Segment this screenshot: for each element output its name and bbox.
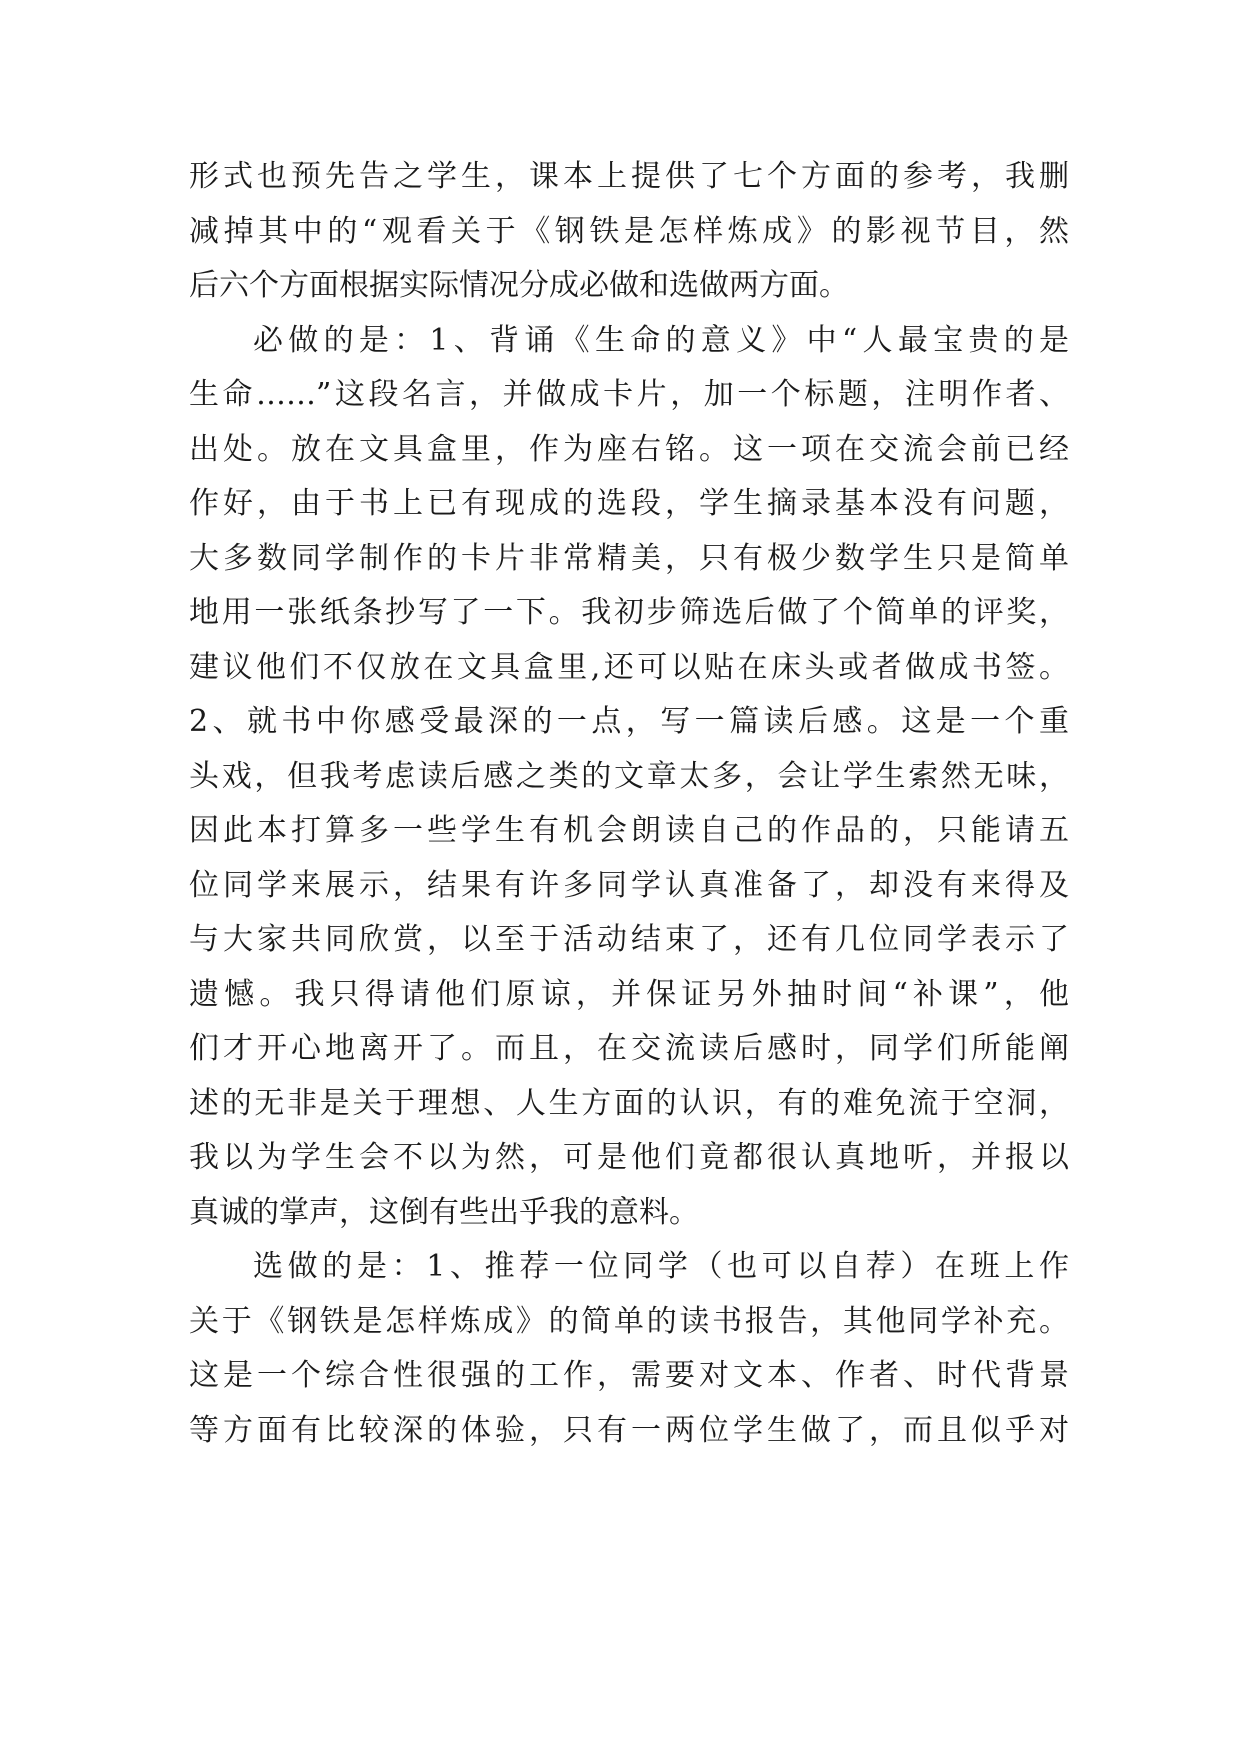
text-line: 建议他们不仅放在文具盒里,还可以贴在床头或者做成书签。 [189,649,1069,685]
text-line: 头戏，但我考虑读后感之类的文章太多，会让学生索然无味， [189,758,1069,794]
text-line: 我以为学生会不以为然，可是他们竟都很认真地听，并报以 [189,1140,1069,1175]
text-line: 等方面有比较深的体验，只有一两位学生做了，而且似乎对 [189,1412,1069,1448]
text-line: 与大家共同欣赏，以至于活动结束了，还有几位同学表示了 [189,922,1069,957]
text-line: 因此本打算多一些学生有机会朗读自己的作品的，只能请五 [189,813,1069,848]
text-line: 关于《钢铁是怎样炼成》的简单的读书报告，其他同学补充。 [189,1303,1069,1339]
text-line: 减掉其中的“观看关于《钢铁是怎样炼成》的影视节目，然 [189,213,1069,249]
text-line: 遗憾。我只得请他们原谅，并保证另外抽时间“补课”，他 [189,976,1069,1012]
text-line: 大多数同学制作的卡片非常精美，只有极少数学生只是简单 [189,540,1069,576]
text-line: 出处。放在文具盒里，作为座右铭。这一项在交流会前已经 [189,431,1069,467]
text-line: 选做的是：1、推荐一位同学（也可以自荐）在班上作 [253,1249,1069,1284]
text-line: 作好，由于书上已有现成的选段，学生摘录基本没有问题， [189,486,1069,521]
text-line: 述的无非是关于理想、人生方面的认识，有的难免流于空洞， [189,1085,1069,1121]
text-line: 这是一个综合性很强的工作，需要对文本、作者、时代背景 [189,1358,1069,1393]
text-line: 们才开心地离开了。而且，在交流读后感时，同学们所能阐 [189,1031,1069,1066]
text-line: 后六个方面根据实际情况分成必做和选做两方面。 [189,268,849,303]
text-line: 2、就书中你感受最深的一点，写一篇读后感。这是一个重 [189,704,1069,739]
text-line: 真诚的掌声，这倒有些出乎我的意料。 [189,1194,699,1230]
text-line: 生命……”这段名言，并做成卡片，加一个标题，注明作者、 [189,377,1069,412]
body-text [189,150,1069,1458]
text-line: 地用一张纸条抄写了一下。我初步筛选后做了个简单的评奖， [189,595,1069,630]
text-line: 位同学来展示，结果有许多同学认真准备了，却没有来得及 [189,867,1069,903]
text-line: 必做的是：1、背诵《生命的意义》中“人最宝贵的是 [253,322,1069,358]
text-line: 形式也预先告之学生，课本上提供了七个方面的参考，我删 [189,159,1069,194]
